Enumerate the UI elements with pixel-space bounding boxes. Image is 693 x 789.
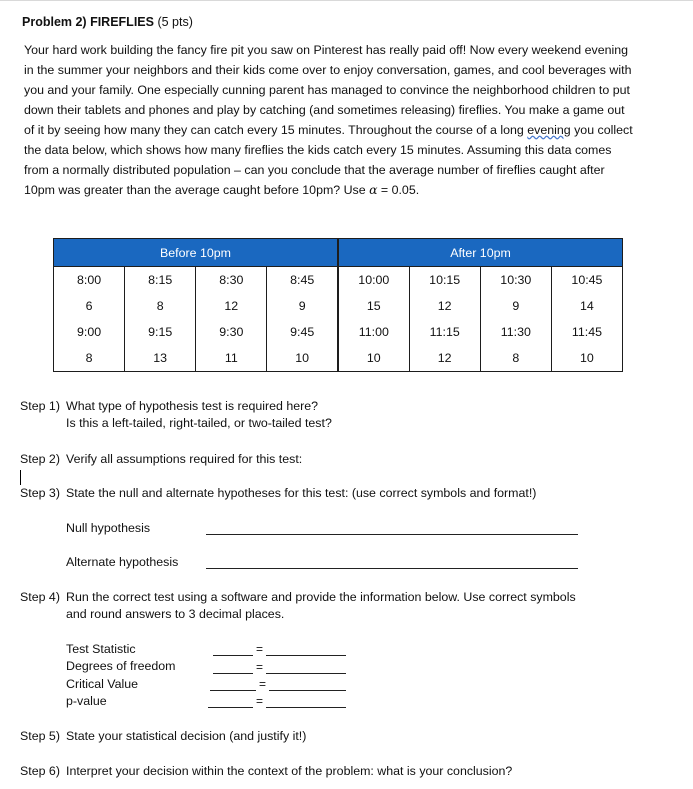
step-3-text: State the null and alternate hypotheses for this test: (use correct symbols and format!) xyxy=(66,486,537,500)
critical-value-symbol-blank[interactable] xyxy=(210,690,256,691)
table-cell: 12 xyxy=(409,293,480,319)
step-1-label: Step 1) xyxy=(20,399,60,413)
table-cell: 10:45 xyxy=(551,267,622,294)
paragraph-underlined-word: evening xyxy=(527,123,571,137)
problem-title-bold: Problem 2) FIREFLIES xyxy=(22,15,154,29)
header-before-10pm: Before 10pm xyxy=(54,239,339,267)
stat-label-test-statistic: Test Statistic xyxy=(66,642,136,656)
p-value-symbol-blank[interactable] xyxy=(208,707,253,708)
table-cell: 9:45 xyxy=(267,319,338,345)
paragraph-text-2: you collect the data below, which shows how many fireflies the kids catch every 15 minutes. Assuming this data comes from a normally distributed population – can you conclude that the average number of fireflies caught after 10pm was greater than the average caught before 10pm? Use xyxy=(24,123,633,197)
equals-sign: = xyxy=(256,660,264,674)
table-cell: 10 xyxy=(551,345,622,372)
table-cell: 9:00 xyxy=(54,319,125,345)
step-6-label: Step 6) xyxy=(20,764,60,778)
table-cell: 8 xyxy=(54,345,125,372)
step-1-text-line-2: Is this a left-tailed, right-tailed, or two-tailed test? xyxy=(66,416,332,430)
table-cell: 9 xyxy=(267,293,338,319)
table-row xyxy=(54,267,623,294)
table-row xyxy=(54,293,623,319)
table-cell: 11:00 xyxy=(338,319,409,345)
test-statistic-symbol-blank[interactable] xyxy=(213,655,253,656)
problem-title xyxy=(22,15,193,29)
table-cell: 10:30 xyxy=(480,267,551,294)
table-cell: 8 xyxy=(125,293,196,319)
step-3 xyxy=(20,485,536,502)
table-cell: 11:30 xyxy=(480,319,551,345)
table-cell: 11 xyxy=(196,345,267,372)
table-cell: 8:00 xyxy=(54,267,125,294)
header-after-10pm: After 10pm xyxy=(338,239,623,267)
step-5-text: State your statistical decision (and justify it!) xyxy=(66,729,307,743)
table-cell: 15 xyxy=(338,293,409,319)
alpha-symbol: α xyxy=(369,182,378,197)
table-cell: 12 xyxy=(409,345,480,372)
step-2-text: Verify all assumptions required for this test: xyxy=(66,452,303,466)
step-5 xyxy=(20,728,306,745)
table-header-row xyxy=(54,239,623,267)
table-cell: 8:15 xyxy=(125,267,196,294)
step-6-text: Interpret your decision within the context of the problem: what is your conclusion? xyxy=(66,764,513,778)
table-cell: 10:00 xyxy=(338,267,409,294)
problem-paragraph xyxy=(24,40,634,200)
degrees-of-freedom-value-blank[interactable] xyxy=(266,673,346,674)
degrees-of-freedom-symbol-blank[interactable] xyxy=(213,673,253,674)
p-value-value-blank[interactable] xyxy=(266,707,346,708)
fireflies-data-table xyxy=(53,238,623,372)
equals-sign: = xyxy=(256,694,264,708)
table-cell: 11:15 xyxy=(409,319,480,345)
table-cell: 9:30 xyxy=(196,319,267,345)
paragraph-text-1: Your hard work building the fancy fire pit you saw on Pinterest has really paid off! Now every weekend evening in the summer your neighbors and their kids come over to enjoy conversation, games, and cool beverages with you and your family. One especially cunning parent has managed to convince the neighborhood children to put down their tablets and phones and play by catching (and sometimes releasing) fireflies. You make a game out of it by seeing how many they can catch every 15 minutes. Throughout the course of a long xyxy=(24,43,632,137)
step-5-label: Step 5) xyxy=(20,729,60,743)
table-cell: 12 xyxy=(196,293,267,319)
critical-value-value-blank[interactable] xyxy=(269,690,346,691)
paragraph-text-3: = 0.05. xyxy=(377,183,420,197)
alternate-hypothesis-answer-line[interactable] xyxy=(206,568,578,569)
text-cursor xyxy=(20,470,21,485)
test-statistic-value-blank[interactable] xyxy=(266,655,346,656)
step-3-label: Step 3) xyxy=(20,486,60,500)
step-1-text-line-1: What type of hypothesis test is required here? xyxy=(66,399,319,413)
step-2-label: Step 2) xyxy=(20,452,60,466)
step-2 xyxy=(20,451,302,468)
null-hypothesis-label: Null hypothesis xyxy=(66,521,151,535)
table-cell: 10 xyxy=(338,345,409,372)
step-4-text-line-2: and round answers to 3 decimal places. xyxy=(66,607,285,621)
stat-label-degrees-of-freedom: Degrees of freedom xyxy=(66,659,176,673)
step-4-label: Step 4) xyxy=(20,590,60,604)
equals-sign: = xyxy=(256,642,264,656)
top-border xyxy=(0,0,693,1)
table-cell: 13 xyxy=(125,345,196,372)
step-4 xyxy=(20,589,576,606)
stat-label-critical-value: Critical Value xyxy=(66,677,139,691)
alternate-hypothesis-label: Alternate hypothesis xyxy=(66,555,179,569)
table-cell: 8:30 xyxy=(196,267,267,294)
table-cell: 14 xyxy=(551,293,622,319)
table-cell: 10 xyxy=(267,345,338,372)
table-cell: 10:15 xyxy=(409,267,480,294)
equals-sign: = xyxy=(259,677,267,691)
stat-label-p-value: p-value xyxy=(66,694,107,708)
table-row xyxy=(54,319,623,345)
step-1 xyxy=(20,398,318,415)
table-cell: 9 xyxy=(480,293,551,319)
table-row xyxy=(54,345,623,372)
table-cell: 9:15 xyxy=(125,319,196,345)
table-cell: 11:45 xyxy=(551,319,622,345)
table-cell: 8:45 xyxy=(267,267,338,294)
table-cell: 8 xyxy=(480,345,551,372)
null-hypothesis-answer-line[interactable] xyxy=(206,534,578,535)
step-6 xyxy=(20,763,512,780)
table-cell: 6 xyxy=(54,293,125,319)
problem-points: (5 pts) xyxy=(153,15,193,29)
step-4-text-line-1: Run the correct test using a software and provide the information below. Use correct symbols xyxy=(66,590,576,604)
